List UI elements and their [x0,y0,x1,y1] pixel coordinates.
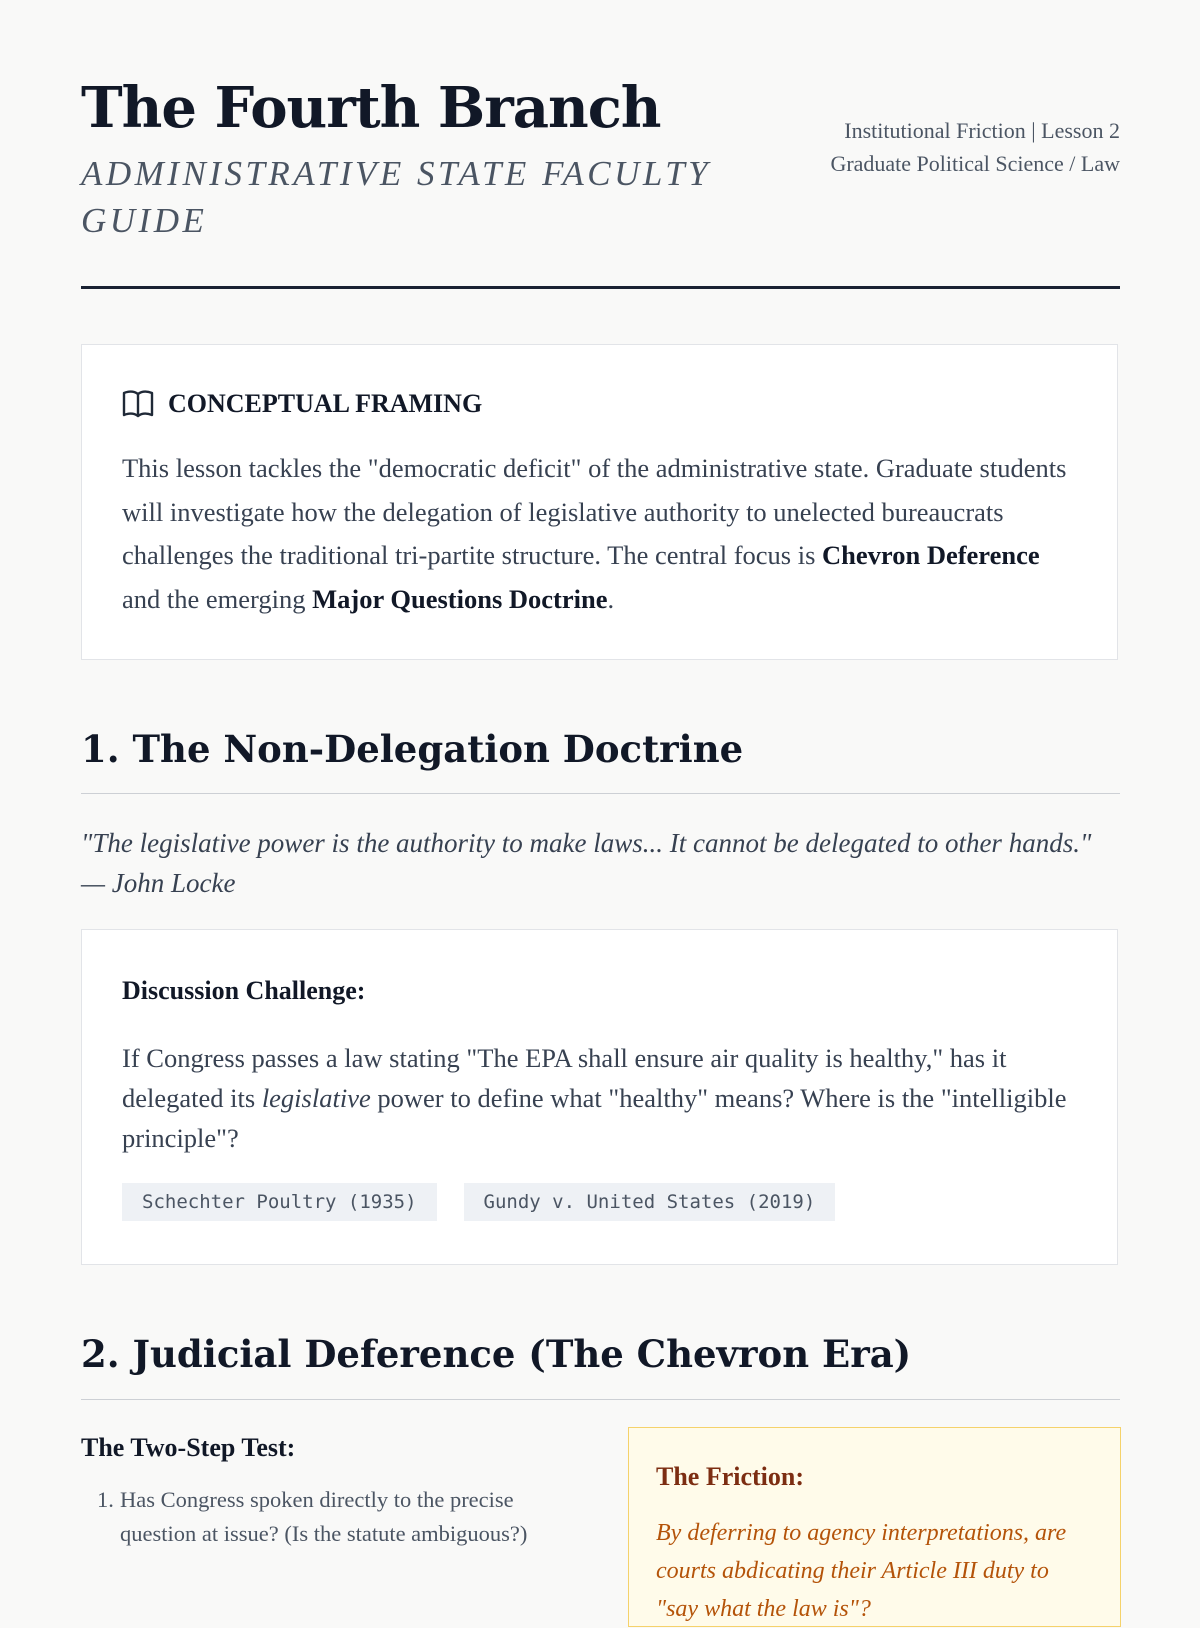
section-2-divider [81,1399,1120,1400]
legislative-emphasis: legislative [261,1083,371,1113]
framing-body: This lesson tackles the "democratic deficit" of the administrative state. Graduate students will investigate how the delegation of legislative authority to unelected bureaucrats challenges the traditional tri-partite structure. The central focus is Chevron Deference and the emerging Major Questions Doctrine. [122,453,1067,614]
locke-quote: "The legislative power is the authority to make laws... It cannot be delegated to other hands." — John Locke [81,828,1092,898]
case-tags [122,1183,862,1221]
header-divider [81,286,1120,289]
list-item [81,1483,581,1550]
chevron-deference-term: Chevron Deference [822,540,1040,570]
conceptual-framing-card [81,344,1118,660]
two-step-test-list [81,1483,581,1550]
discussion-body: If Congress passes a law stating "The EPA shall ensure air quality is healthy," has it delegated its legislative power to define what "healthy" means? Where is the "intelligible principle"? [122,1043,1067,1153]
discussion-challenge-card [81,929,1118,1265]
section-2-title: 2. Judicial Deference (The Chevron Era) [81,1332,912,1376]
case-tag: Schechter Poultry (1935) [122,1183,437,1221]
course-meta [790,114,1120,180]
step-text: Has Congress spoken directly to the precise question at issue? (Is the statute ambiguous?) [120,1487,528,1546]
major-questions-term: Major Questions Doctrine [312,583,608,614]
open-book-icon [122,389,154,419]
section-1-title: 1. The Non-Delegation Doctrine [81,727,744,771]
discussion-heading: Discussion Challenge: [122,976,366,1005]
case-tag: Gundy v. United States (2019) [464,1183,836,1221]
program-info: Graduate Political Science / Law [830,151,1120,176]
two-step-test-heading: The Two-Step Test: [81,1433,296,1462]
document-page [81,0,1120,1622]
document-header [81,0,1120,290]
step-number: 1. [97,1487,114,1512]
friction-callout [628,1427,1121,1627]
section-1-divider [81,793,1120,794]
friction-heading: The Friction: [656,1462,805,1491]
friction-body: By deferring to agency interpretations, are courts abdicating their Article III duty to "say what the law is"? [656,1520,1067,1622]
lesson-info: Institutional Friction | Lesson 2 [844,118,1120,143]
document-subtitle: ADMINISTRATIVE STATE FACULTY GUIDE [81,154,712,240]
framing-heading-label: CONCEPTUAL FRAMING [168,389,483,418]
document-title: The Fourth Branch [81,75,661,141]
framing-heading [122,389,482,419]
